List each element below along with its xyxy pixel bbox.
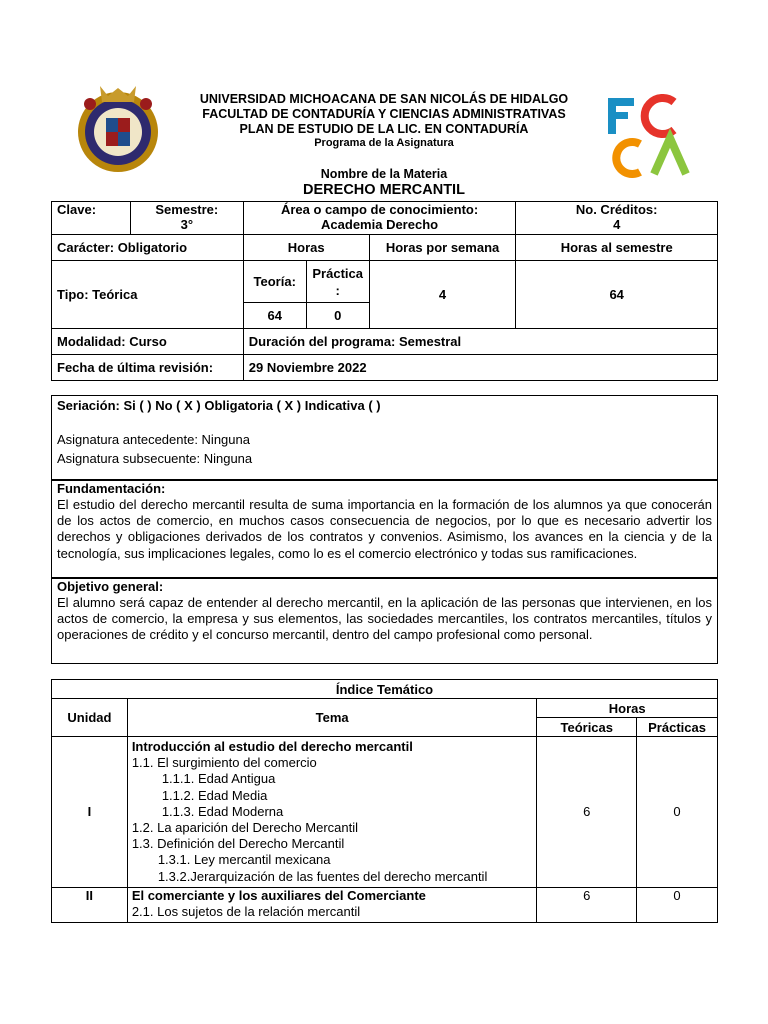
topic-line: 1.1. El surgimiento del comercio bbox=[131, 755, 317, 771]
seriacion-title: Seriación: Si ( ) No ( X ) Obligatoria ( X ) Indicativa ( ) bbox=[57, 398, 381, 413]
practica-value: 0 bbox=[306, 303, 369, 329]
fcca-logo bbox=[604, 94, 700, 178]
caracter-label: Carácter: Obligatorio bbox=[52, 235, 244, 261]
fundamentacion-text: El estudio del derecho mercantil resulta de suma importancia en la formación de los alumnos ya que conocerán de los actos de comercio, en muchos casos consecuencia de negocios, por lo que es necesario advertir los derechos y obligaciones derivados de los contratos y convenios. Asimismo, los avances en la ciencia y de la tecnología, sus implicaciones legales, como lo es el comercio electrónico y todas sus ramificaciones. bbox=[57, 497, 712, 561]
credits-label: No. Créditos: bbox=[575, 202, 658, 217]
area-value: Academia Derecho bbox=[321, 217, 439, 232]
topic-line: 1.1.1. Edad Antigua bbox=[161, 771, 276, 787]
unit-row bbox=[52, 887, 718, 922]
unit-practice-hours: 0 bbox=[637, 887, 718, 922]
unit-row bbox=[52, 737, 718, 888]
topic-line: 2.1. Los sujetos de la relación mercantil bbox=[131, 904, 361, 920]
objetivo-text: El alumno será capaz de entender al derecho mercantil, en la aplicación de las personas que intervienen, en los actos de comercio, la empresa y sus elementos, las sociedades mercantiles, los contratos mercantiles, títulos y operaciones de crédito y el concurso mercantil, dentro del campo profesional como personal. bbox=[57, 595, 712, 643]
horas-header: Horas bbox=[537, 699, 718, 718]
unit-title: El comerciante y los auxiliares del Comerciante bbox=[131, 887, 426, 903]
modalidad-label: Modalidad: Curso bbox=[52, 329, 244, 355]
credits-value: 4 bbox=[613, 217, 621, 232]
semester-label: Semestre: bbox=[155, 202, 219, 217]
tema-header: Tema bbox=[127, 699, 537, 737]
practica-colon: : bbox=[335, 282, 340, 298]
subject-label: Nombre de la Materia bbox=[320, 167, 448, 181]
unit-practice-hours: 0 bbox=[637, 737, 718, 888]
unit-topics bbox=[127, 887, 537, 922]
topic-line: 1.1.2. Edad Media bbox=[161, 787, 268, 803]
practica-label: Práctica bbox=[312, 265, 363, 281]
study-plan: PLAN DE ESTUDIO DE LA LIC. EN CONTADURÍA bbox=[239, 122, 529, 136]
faculty-name: FACULTAD DE CONTADURÍA Y CIENCIAS ADMINISTRATIVAS bbox=[202, 107, 566, 121]
objetivo-title: Objetivo general: bbox=[57, 579, 164, 594]
teoria-label: Teoría: bbox=[243, 261, 306, 303]
university-seal-logo bbox=[76, 80, 160, 178]
unit-number: I bbox=[52, 737, 128, 888]
teoria-value: 64 bbox=[243, 303, 306, 329]
fundamentacion-title: Fundamentación: bbox=[57, 481, 166, 496]
unit-number: II bbox=[52, 887, 128, 922]
thematic-index-table bbox=[51, 679, 718, 923]
hours-per-semester-header: Horas al semestre bbox=[516, 235, 718, 261]
subject-name: DERECHO MERCANTIL bbox=[303, 182, 465, 198]
teoricas-header: Teóricas bbox=[537, 718, 637, 737]
topic-line: 1.3.1. Ley mercantil mexicana bbox=[157, 852, 331, 868]
fundamentacion-section bbox=[51, 479, 718, 579]
antecedente-text: Asignatura antecedente: Ninguna bbox=[57, 432, 250, 447]
hours-per-semester-value: 64 bbox=[516, 261, 718, 329]
area-cell bbox=[243, 202, 516, 235]
seriacion-section bbox=[51, 395, 718, 481]
unit-title: Introducción al estudio del derecho mercantil bbox=[131, 739, 413, 754]
clave-label: Clave: bbox=[52, 202, 131, 235]
hours-per-week-value: 4 bbox=[369, 261, 516, 329]
area-label: Área o campo de conocimiento: bbox=[280, 202, 479, 217]
semester-cell bbox=[130, 202, 243, 235]
hours-header: Horas bbox=[243, 235, 369, 261]
tipo-label: Tipo: Teórica bbox=[52, 261, 244, 329]
course-info-table bbox=[51, 201, 718, 381]
semester-value: 3° bbox=[180, 217, 194, 232]
practicas-header: Prácticas bbox=[637, 718, 718, 737]
duracion-label: Duración del programa: Semestral bbox=[243, 329, 717, 355]
unit-theory-hours: 6 bbox=[537, 887, 637, 922]
objetivo-section bbox=[51, 577, 718, 664]
university-name: UNIVERSIDAD MICHOACANA DE SAN NICOLÁS DE HIDALGO bbox=[199, 92, 569, 106]
topic-line: 1.2. La aparición del Derecho Mercantil bbox=[131, 820, 358, 836]
practica-cell bbox=[306, 261, 369, 303]
fecha-value: 29 Noviembre 2022 bbox=[243, 355, 717, 381]
program-label: Programa de la Asignatura bbox=[314, 137, 454, 149]
fecha-label: Fecha de última revisión: bbox=[52, 355, 244, 381]
subsecuente-text: Asignatura subsecuente: Ninguna bbox=[57, 451, 253, 466]
unit-theory-hours: 6 bbox=[537, 737, 637, 888]
hours-per-week-header: Horas por semana bbox=[369, 235, 516, 261]
unit-topics bbox=[127, 737, 537, 888]
topic-line: 1.3.2.Jerarquización de las fuentes del derecho mercantil bbox=[157, 868, 488, 884]
unidad-header: Unidad bbox=[52, 699, 128, 737]
topic-line: 1.1.3. Edad Moderna bbox=[161, 803, 284, 819]
topic-line: 1.3. Definición del Derecho Mercantil bbox=[131, 836, 345, 852]
index-title: Índice Temático bbox=[52, 680, 718, 699]
credits-cell bbox=[516, 202, 718, 235]
